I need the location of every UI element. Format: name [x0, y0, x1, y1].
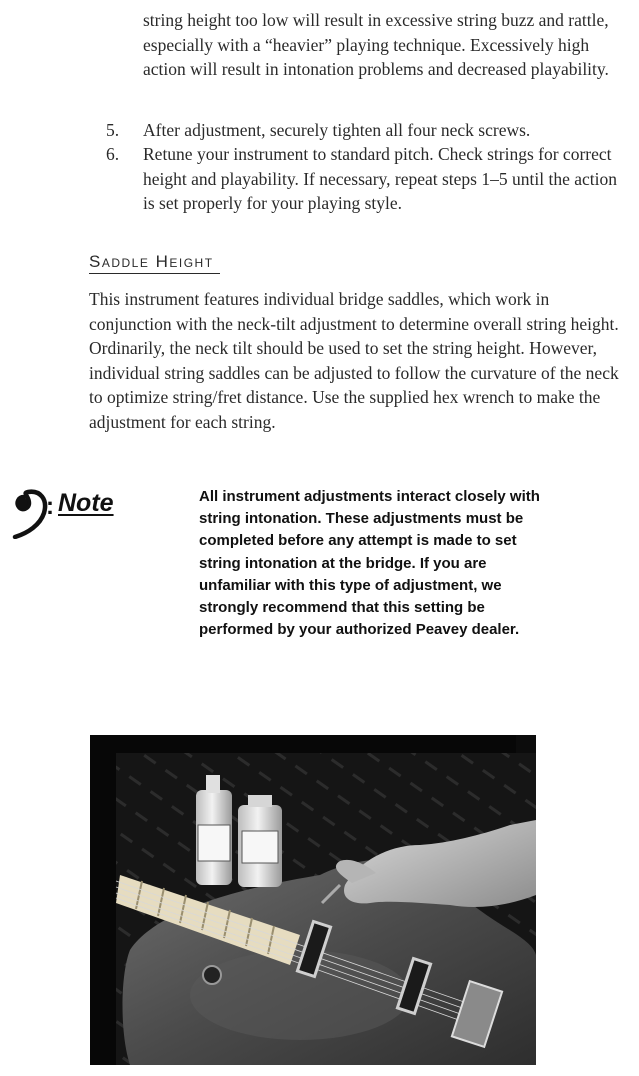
section-heading: Saddle Height: [89, 252, 220, 274]
step-text: After adjustment, securely tighten all four neck screws.: [143, 120, 531, 140]
saddle-height-paragraph: This instrument features individual bridge saddles, which work in conjunction with the neck-tilt adjustment to determine overall string height. Ordinarily, the neck tilt should be used to set the string height. However, individual string saddles can be adjusted to follow the curvature of the neck to optimize string/fret distance. Use the supplied hex wrench to make the adjustment for each string.: [89, 289, 619, 432]
step-number: 6.: [106, 144, 120, 164]
intro-paragraph: string height too low will result in excessive string buzz and rattle, especially with a “heavier” playing technique. Excessively high action will result in intonation problems and decreased playability.: [143, 10, 609, 79]
step-text: Retune your instrument to standard pitch. Check strings for correct height and playability. If necessary, repeat steps 1–5 until the action is set properly for your playing style.: [143, 144, 617, 213]
note-label: Note: [58, 489, 114, 517]
note-text: All instrument adjustments interact closely with string intonation. These adjustments must be completed before any attempt is made to set string intonation at the bridge. If you are unfamiliar with this type of adjustment, we strongly recommend that this setting be performed by your authorized Peavey dealer.: [199, 488, 540, 639]
step-number: 5.: [106, 120, 120, 140]
guitar-adjustment-photo: [90, 735, 536, 1065]
note-colon: :: [46, 493, 54, 520]
guitar-photo-illustration: [90, 735, 536, 1065]
